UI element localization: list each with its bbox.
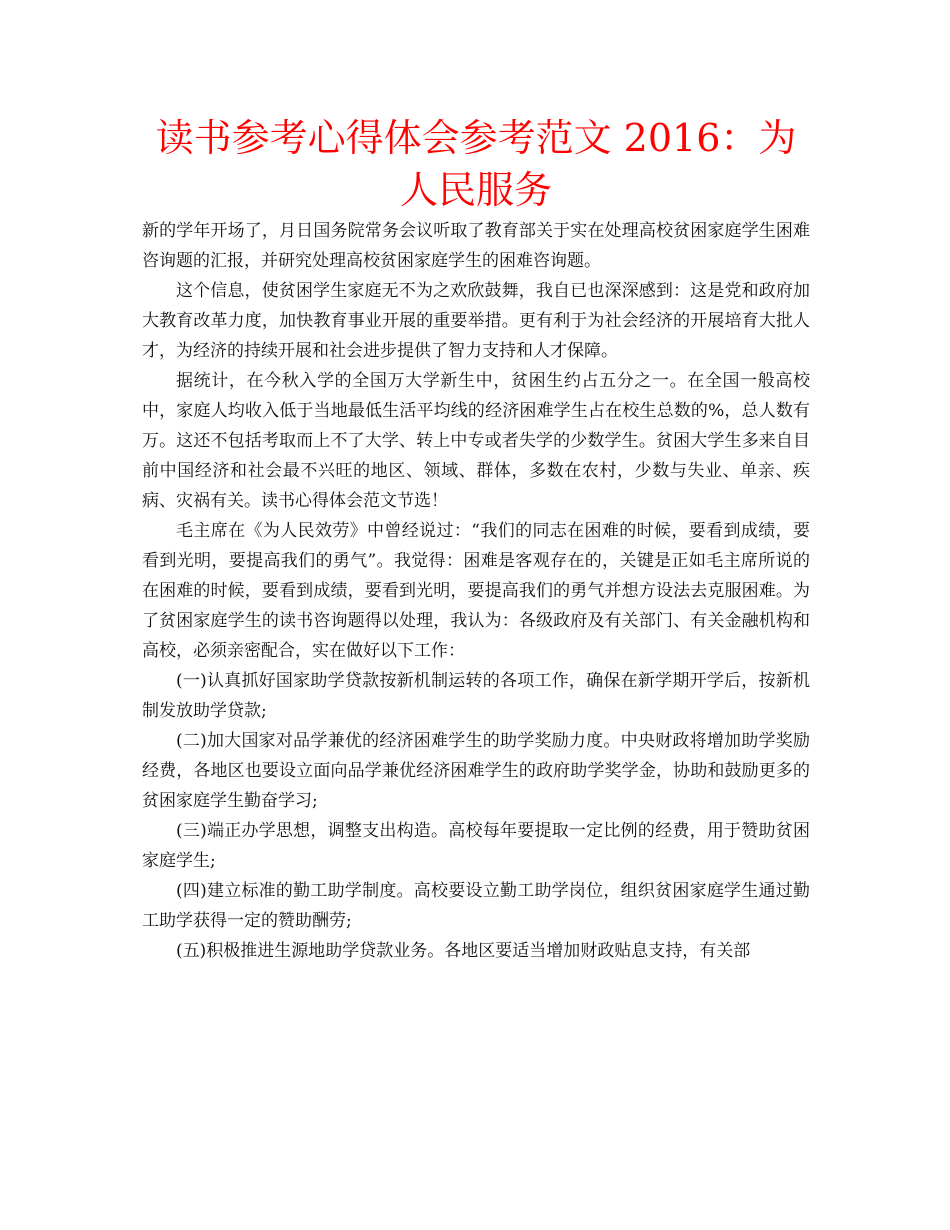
paragraph: (一)认真抓好国家助学贷款按新机制运转的各项工作，确保在新学期开学后，按新机制发放助学贷款; — [142, 671, 810, 721]
document-title: 读书参考心得体会参考范文 2016：为人民服务 — [155, 116, 797, 212]
paragraph: (三)端正办学思想，调整支出构造。高校每年要提取一定比例的经费，用于赞助贫困家庭学生; — [142, 821, 810, 871]
paragraph: (五)积极推进生源地助学贷款业务。各地区要适当增加财政贴息支持，有关部 — [176, 941, 751, 961]
document-page — [142, 112, 810, 966]
paragraph: 据统计，在今秋入学的全国万大学新生中，贫困生约占五分之一。在全国一般高校中，家庭人均收入低于当地最低生活平均线的经济困难学生占在校生总数的%，总人数有万。这还不包括考取而上不了大学、转上中专或者失学的少数学生。贫困大学生多来自目前中国经济和社会最不兴旺的地区、领域、群体，多数在农村，少数与失业、单亲、疾病、灾祸有关。读书心得体会范文节选！ — [142, 371, 810, 511]
paragraph: 这个信息，使贫困学生家庭无不为之欢欣鼓舞，我自已也深深感到：这是党和政府加大教育改革力度，加快教育事业开展的重要举措。更有利于为社会经济的开展培育大批人才，为经济的持续开展和社会进步提供了智力支持和人才保障。 — [142, 281, 810, 361]
paragraph: (四)建立标准的勤工助学制度。高校要设立勤工助学岗位，组织贫困家庭学生通过勤工助学获得一定的赞助酬劳; — [142, 881, 810, 931]
paragraph: 新的学年开场了，月日国务院常务会议听取了教育部关于实在处理高校贫困家庭学生困难咨询题的汇报，并研究处理高校贫困家庭学生的困难咨询题。 — [142, 221, 810, 271]
paragraph: 毛主席在《为人民效劳》中曾经说过：“我们的同志在困难的时候，要看到成绩，要看到光明，要提高我们的勇气”。我觉得：困难是客观存在的，关键是正如毛主席所说的在困难的时候，要看到成绩，要看到光明，要提高我们的勇气并想方设法去克服困难。为了贫困家庭学生的读书咨询题得以处理，我认为：各级政府及有关部门、有关金融机构和高校，必须亲密配合，实在做好以下工作： — [142, 521, 810, 661]
document-body — [142, 216, 810, 966]
paragraph: (二)加大国家对品学兼优的经济困难学生的助学奖励力度。中央财政将增加助学奖励经费，各地区也要设立面向品学兼优经济困难学生的政府助学奖学金，协助和鼓励更多的贫困家庭学生勤奋学习; — [142, 731, 810, 811]
